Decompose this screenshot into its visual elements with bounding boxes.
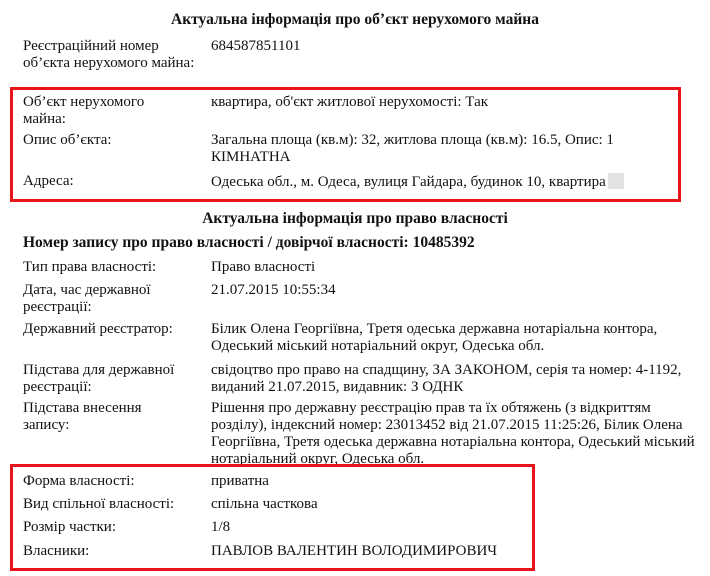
label-registration-date: Дата, час державної реєстрації: — [23, 282, 151, 315]
label-share-size: Розмір частки: — [23, 519, 116, 535]
section2-title: Актуальна інформація про право власності — [202, 210, 508, 227]
label-owners: Власники: — [23, 543, 90, 559]
label-property-object: Об’єкт нерухомого майна: — [23, 94, 145, 127]
section1-title: Актуальна інформація про об’єкт нерухомого майна — [171, 11, 539, 28]
record-heading: Номер запису про право власності / довірчої власності: 10485392 — [23, 234, 475, 251]
label-ownership-form: Форма власності: — [23, 473, 135, 489]
label-ownership-type: Тип права власності: — [23, 259, 157, 275]
value-registration-basis: свідоцтво про право на спадщину, ЗА ЗАКОНОМ, серія та номер: 4-1192, виданий 21.07.2015, видавник: З ОДНК — [211, 362, 682, 395]
label-record-basis: Підстава внесення запису: — [23, 400, 142, 433]
label-registration-basis: Підстава для державної реєстрації: — [23, 362, 175, 395]
value-registrar: Білик Олена Георгіївна, Третя одеська державна нотаріальна контора, Одеський міський нотаріальний округ, Одеська обл. — [211, 321, 658, 354]
label-registration-number: Реєстраційний номер об’єкта нерухомого майна: — [23, 38, 195, 71]
value-owners: ПАВЛОВ ВАЛЕНТИН ВОЛОДИМИРОВИЧ — [211, 543, 498, 559]
value-description: Загальна площа (кв.м): 32, житлова площа (кв.м): 16.5, Опис: 1 КІМНАТНА — [211, 132, 614, 165]
label-address: Адреса: — [23, 173, 74, 189]
value-share-size: 1/8 — [211, 519, 231, 535]
value-record-basis: Рішення про державну реєстрацію прав та їх обтяжень (з відкриттям розділу), індексний номер: 23013452 від 21.07.2015 11:25:26, Білик Олена Георгіївна, Третя одеська державна нотаріальна контора, Одеський міський нотаріальний округ, Одеська обл. — [211, 400, 695, 467]
value-registration-number: 684587851101 — [211, 38, 301, 54]
value-registration-date: 21.07.2015 10:55:34 — [211, 282, 336, 298]
address-row — [211, 173, 696, 191]
value-joint-ownership: спільна часткова — [211, 496, 318, 512]
value-property-object: квартира, об'єкт житлової нерухомості: Так — [211, 94, 489, 110]
value-ownership-form: приватна — [211, 473, 269, 489]
value-address: Одеська обл., м. Одеса, вулиця Гайдара, будинок 10, квартира — [211, 174, 606, 190]
label-registrar: Державний реєстратор: — [23, 321, 173, 337]
redacted-block — [608, 173, 624, 189]
label-description: Опис об’єкта: — [23, 132, 112, 148]
label-joint-ownership: Вид спільної власності: — [23, 496, 175, 512]
value-ownership-type: Право власності — [211, 259, 316, 275]
